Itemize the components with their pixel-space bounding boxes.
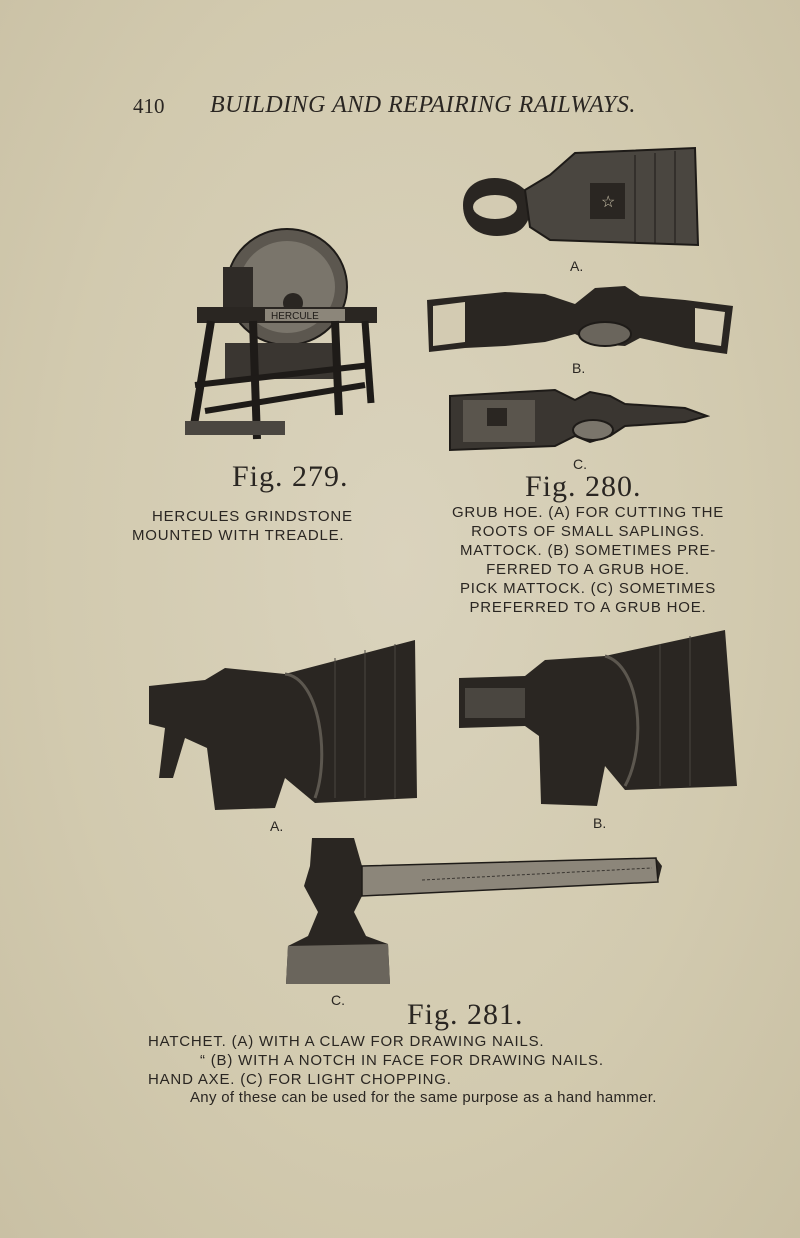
fig-281-label: Fig. 281. <box>407 998 524 1031</box>
fig-281-note: Any of these can be used for the same purpose as a hand hammer. <box>190 1089 657 1106</box>
fig-281-caption-line: “ (B) WITH A NOTCH IN FACE FOR DRAWING NAILS. <box>200 1052 604 1069</box>
fig-280-caption-line: MATTOCK. (B) SOMETIMES PRE- <box>459 542 717 559</box>
fig-279-label: Fig. 279. <box>232 460 349 493</box>
hand-axe-illustration <box>282 836 664 988</box>
fig-280-caption-line: FERRED TO A GRUB HOE. <box>486 561 690 578</box>
fig-280-caption <box>418 503 758 617</box>
fig-280-label: Fig. 280. <box>525 470 642 503</box>
mattock-illustration <box>425 282 735 357</box>
running-title: BUILDING AND REPAIRING RAILWAYS. <box>210 92 636 118</box>
page-number: 410 <box>133 94 165 118</box>
fig-280-caption-line: GRUB HOE. (A) FOR CUTTING THE <box>451 504 725 521</box>
fig-281-letter-c: C. <box>331 992 345 1008</box>
fig-280-caption-line: ROOTS OF SMALL SAPLINGS. <box>471 523 705 540</box>
fig-280-caption-line: PREFERRED TO A GRUB HOE. <box>469 599 707 616</box>
claw-hatchet-illustration <box>145 638 420 813</box>
grindstone-illustration <box>175 225 380 447</box>
fig-280-letter-b: B. <box>572 360 586 376</box>
grub-hoe-illustration <box>455 145 705 255</box>
notch-hatchet-illustration <box>455 626 740 808</box>
fig-281-letter-b: B. <box>593 815 607 831</box>
fig-281-letter-a: A. <box>270 818 284 834</box>
fig-280-caption-line: PICK MATTOCK. (C) SOMETIMES <box>459 580 717 597</box>
fig-281-caption-line: HATCHET. (A) WITH A CLAW FOR DRAWING NAILS. <box>148 1033 545 1050</box>
fig-281-caption-line: HAND AXE. (C) FOR LIGHT CHOPPING. <box>148 1071 452 1088</box>
grindstone-brand-text: HERCULE <box>271 311 319 322</box>
fig-280-letter-c: C. <box>573 456 587 472</box>
fig-279-caption-line1: HERCULES GRINDSTONE <box>152 508 353 525</box>
svg-text:☆: ☆ <box>601 194 616 211</box>
pick-mattock-illustration <box>445 386 710 454</box>
fig-280-letter-a: A. <box>570 258 584 274</box>
fig-279-caption-line2: MOUNTED WITH TREADLE. <box>132 527 345 544</box>
